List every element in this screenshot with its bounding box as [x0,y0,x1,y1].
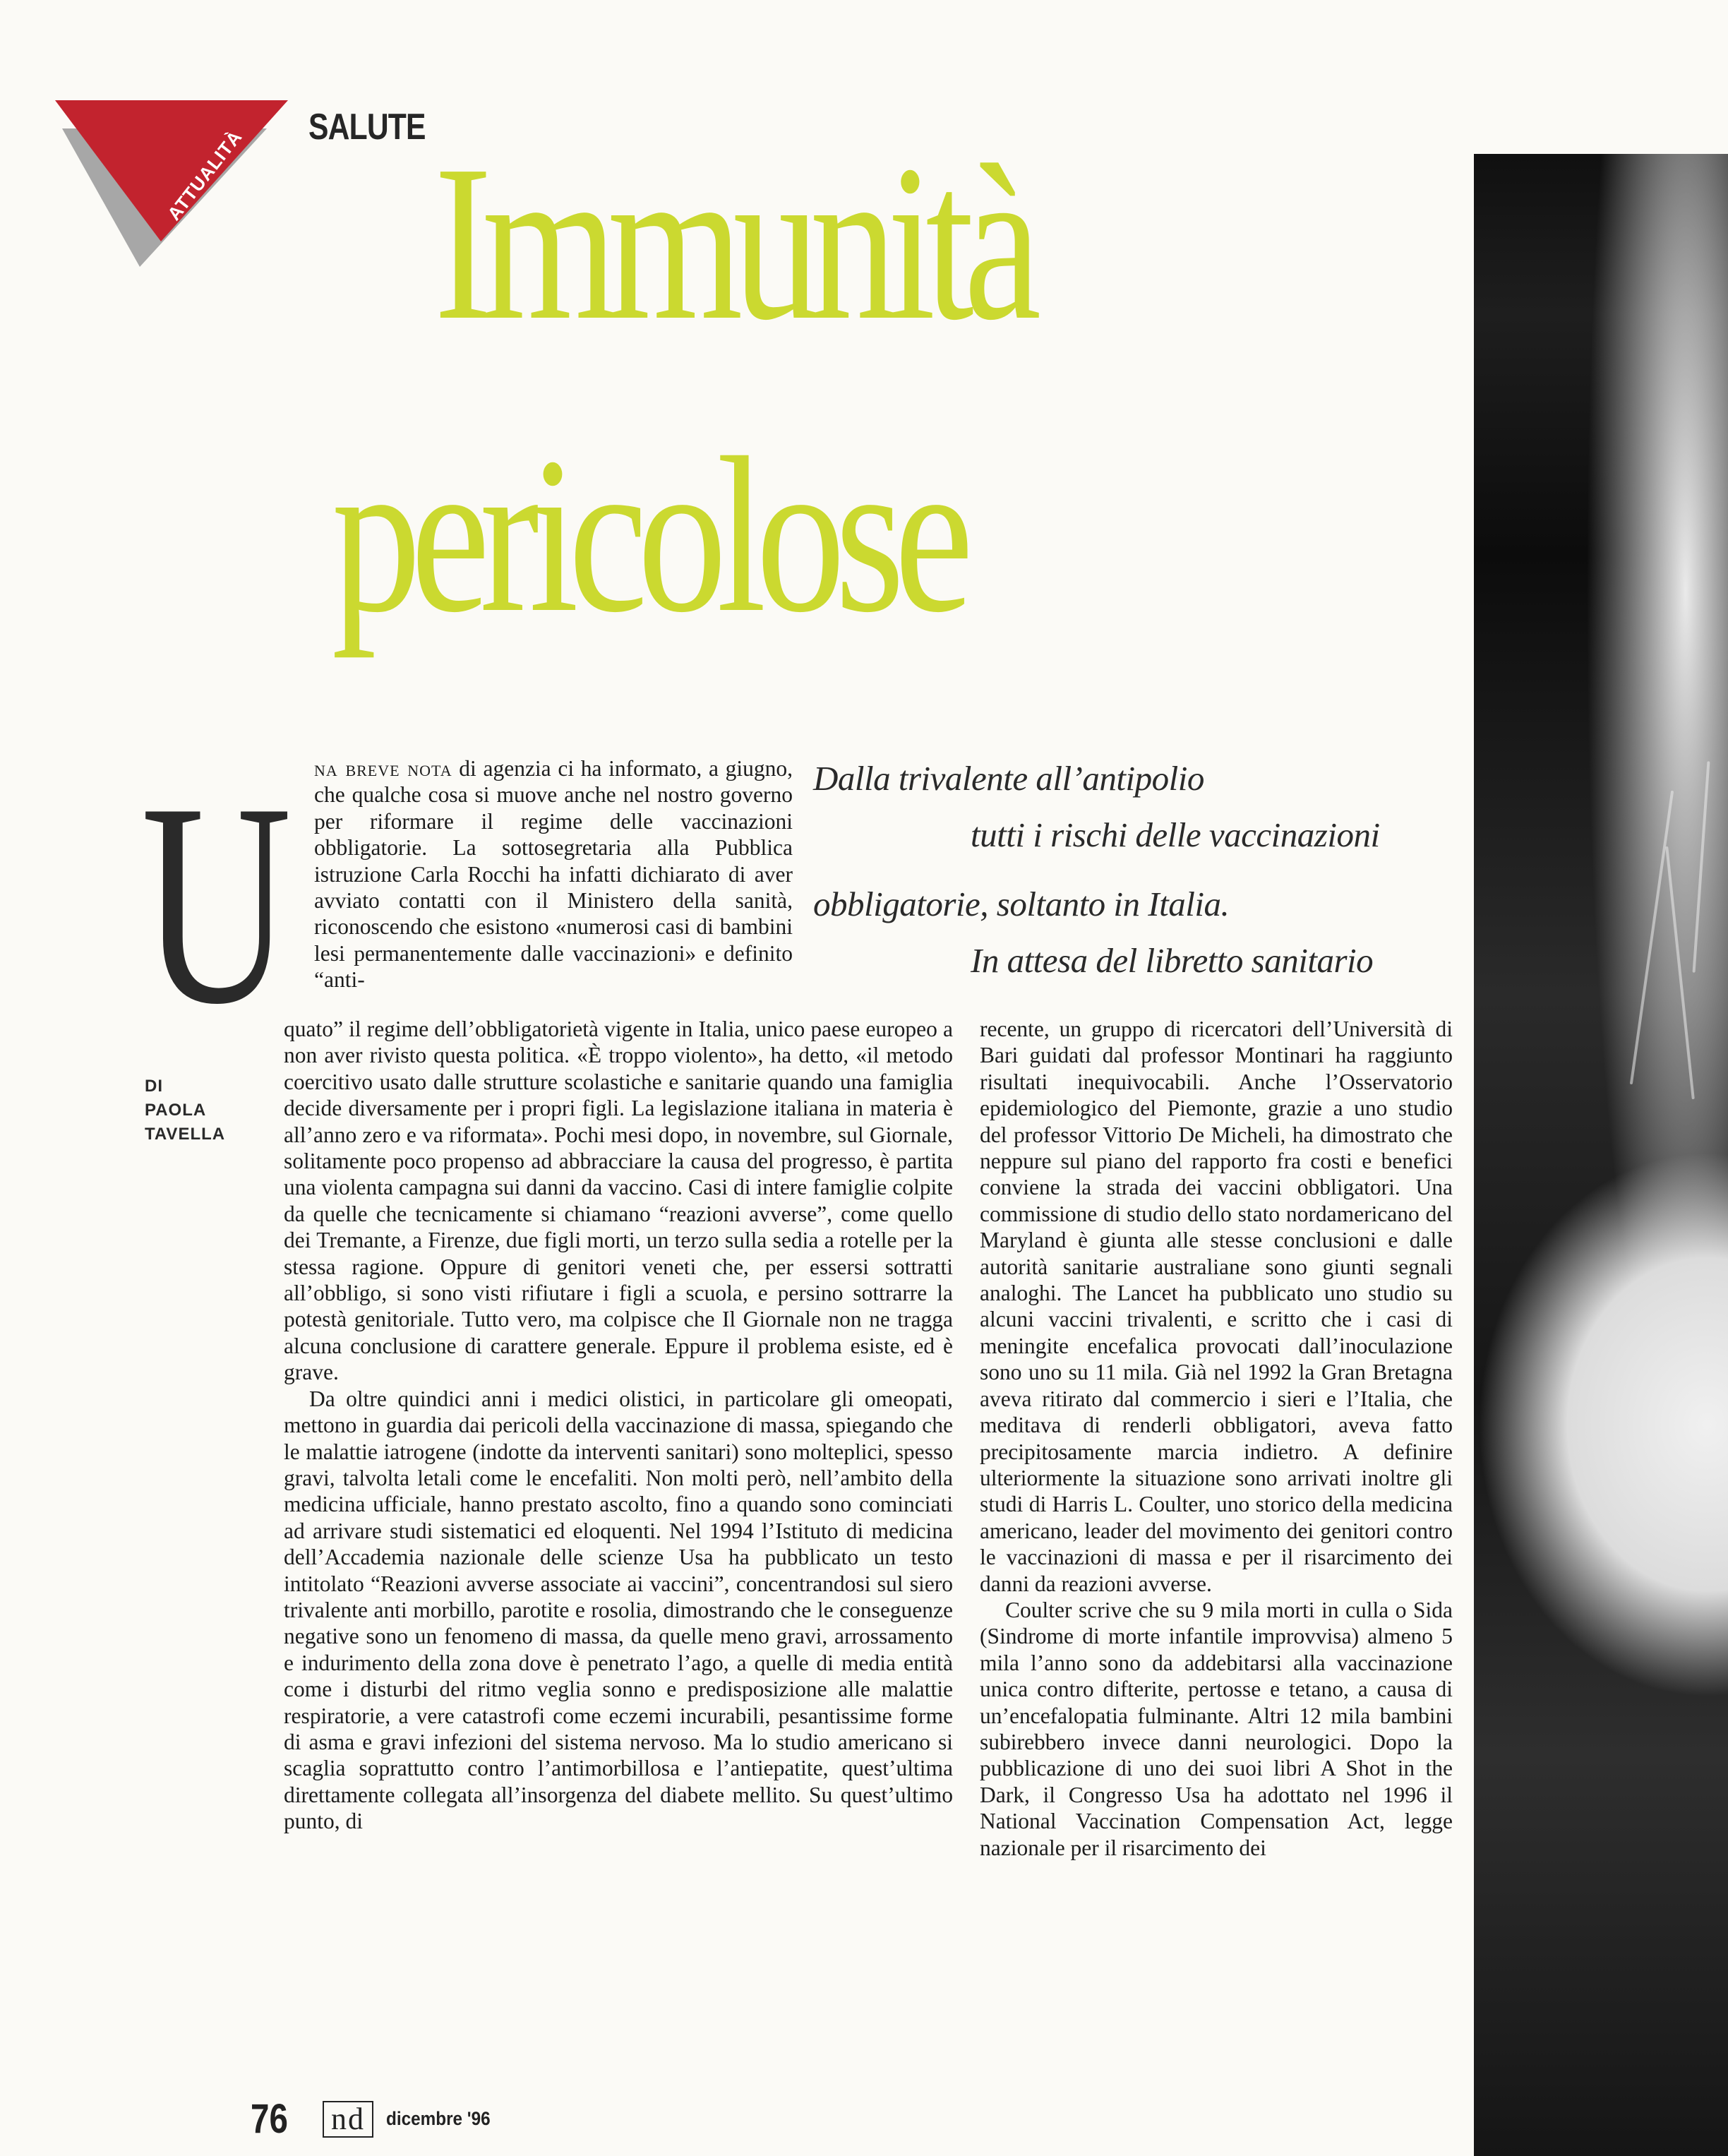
section-corner-flag [55,100,295,267]
byline [145,1074,225,1146]
drop-cap: U [141,743,292,1064]
column-body-right [980,1016,1453,1861]
page-number: 76 [251,2096,288,2142]
lead-text: di agenzia ci ha informato, a giugno, che qualche cosa si muove anche nel nostro governo per riformare il regime delle vaccinazioni obbligatorie. La sottosegretaria alla Pubblica istruzione Carla Rocchi ha infatti dichiarato di aver avviato contatti con il Ministero della sanità, riconoscendo che esistono «numerosi casi di bambini lesi permanentemente dalle vaccinazioni» e definito “anti- [314,756,793,993]
byline-prefix: DI [145,1077,163,1096]
section-label: SALUTE [308,107,426,148]
body-paragraph: Da oltre quindici anni i medici olistici, in particolare gli omeopati, mettono in guardia dai pericoli della vaccinazione di massa, spiegando che le malattie iatrogene (indotte da interventi sanitari) sono molteplici, spesso gravi, talvolta letali come le encefaliti. Non molti però, nell’ambito della medicina ufficiale, hanno prestato ascolto, fino a quando sono cominciati ad arrivare studi sistematici ed eloquenti. Nel 1994 l’Istituto di medicina dell’Accademia nazionale delle scienze Usa ha pubblicato un testo intitolato “Reazioni avverse associate ai vaccini”, concentrandosi sul siero trivalente anti morbillo, parotite e rosolia, dimostrando che le conseguenze negative sono un fenomeno di massa, da quelle meno gravi, arrossamento e indurimento della zona dove è penetrato l’ago, a quelle di media entità come i disturbi del ritmo veglia sonno e predisposizione alle malattie respiratorie, a vere catastrofi come eczemi incurabili, pesantissime forme di asma e gravi infezioni del sistema nervoso. Ma lo studio americano si scaglia soprattutto contro l’antimorbillosa e l’antiepatite, quest’ultima direttamente collegata all’insorgenza del diabete mellito. Su quest’ultimo punto, di [284,1386,953,1834]
article-title-line-2: pericolose [332,412,964,659]
subtitle-line-2: tutti i rischi delle vaccinazioni [971,815,1380,854]
subtitle-line-4: In attesa del libretto sanitario [971,941,1374,980]
column-lead [314,755,793,993]
article-title-line-1: Immunità [434,119,1032,366]
column-body-left [284,1016,953,1835]
byline-last-name: TAVELLA [145,1125,226,1144]
photo-hair-strand [1693,761,1710,973]
body-paragraph: quato” il regime dell’obbligatorietà vigente in Italia, unico paese europeo a non aver rivisto questa politica. «È troppo violento», ha detto, «il metodo coercitivo usato dalle strutture scolastiche e sanitarie quando una famiglia decide diversamente per i propri figli. La legislazione italiana in materia è all’anno zero e va riformata». Pochi mesi dopo, in novembre, sul Giornale, solitamente poco propenso ad abbracciare la causa del progresso, è partita una violenta campagna sui danni da vaccino. Casi di intere famiglie colpite da quelle che tecnicamente si chiamano “reazioni avverse”, come quello dei Tremante, a Firenze, due figli morti, un terzo sulla sedia a rotelle per la stessa ragione. Oppure di genitori veneti che, per essersi sottratti all’obbligo, si sono visti rifiutare i figli a scuola, e persino sottrarre la potestà genitoriale. Tutto vero, ma colpisce che Il Giornale non ne tragga alcuna conclusione di carattere generale. Eppure il problema esiste, ed è grave. [284,1017,953,1385]
body-paragraph: recente, un gruppo di ricercatori dell’Università di Bari guidati dal professor Montinari ha raggiunto risultati inequivocabili. Anche l’Osservatorio epidemiologico del Piemonte, grazie a uno studio del professor Vittorio De Micheli, ha dimostrato che neppure sul piano del rapporto fra costi e benefici conviene la strada dei vaccini obbligatori. Una commissione di studio dello stato nordamericano del Maryland è giunta alle stesse conclusioni e dalle autorità sanitarie australiane sono giunti segnali analoghi. The Lancet ha pubblicato uno studio su alcuni vaccini trivalenti, e scritto che i casi di meningite encefalica provocati dall’inoculazione sono uno su 11 mila. Già nel 1992 la Gran Bretagna aveva ritirato dal commercio i sieri e l’Italia, che meditava di renderli obbligatori, aveva fatto precipitosamente marcia indietro. A definire ulteriormente la situazione sono arrivati inoltre gli studi di Harris L. Coulter, uno storico della medicina americano, leader del movimento dei genitori contro le vaccinazioni di massa e per il risarcimento dei danni da reazioni avverse. [980,1017,1453,1596]
lead-smallcaps: na breve nota [314,756,452,781]
magazine-logo: nd [323,2101,373,2138]
photo-hair-strand [1665,846,1695,1099]
page-footer [251,2095,502,2143]
photo-hair-strand [1630,791,1674,1084]
article-photo [1474,154,1728,2156]
lead-paragraph [314,755,793,993]
issue-date: dicembre '96 [386,2108,491,2129]
byline-first-name: PAOLA [145,1101,207,1120]
subtitle-line-1: Dalla trivalente all’antipolio [813,759,1204,798]
subtitle-line-3: obbligatorie, soltanto in Italia. [813,885,1230,923]
body-paragraph: Coulter scrive che su 9 mila morti in culla o Sida (Sindrome di morte infantile improvvisa) almeno 5 mila l’anno sono da addebitarsi alla vaccinazione unica contro difterite, pertosse e tetano, a causa di un’encefalopatia fulminante. Altri 12 mila bambini subirebbero invece danni neurologici. Dopo la pubblicazione di uno dei suoi libri A Shot in the Dark, il Congresso Usa ha adottato nel 1996 il National Vaccination Compensation Act, legge nazionale per il risarcimento dei [980,1597,1453,1860]
section-category: ATTUALITÀ [163,126,246,224]
